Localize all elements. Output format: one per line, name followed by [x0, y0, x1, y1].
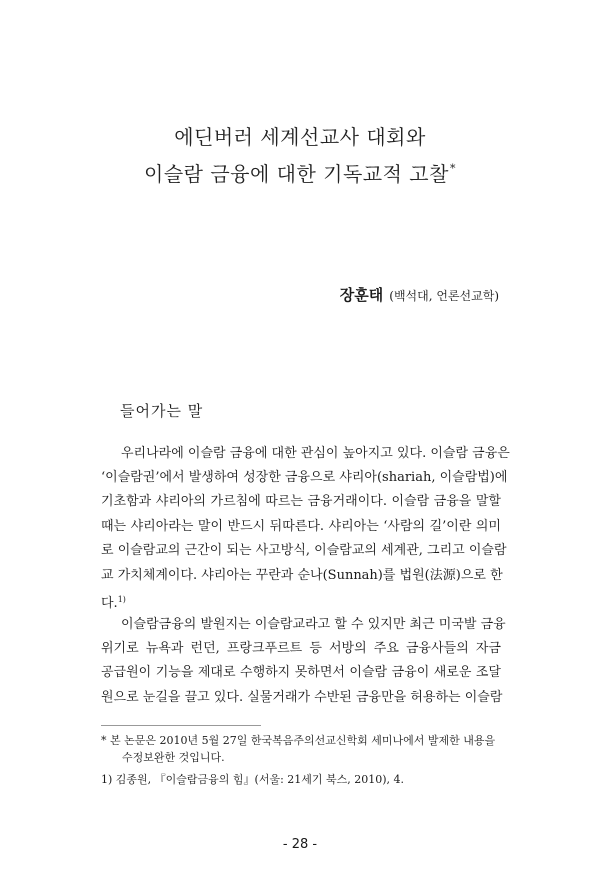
- body-line: 원으로 눈길을 끌고 있다. 실물거래가 수반된 금융만을 허용하는 이슬람: [101, 690, 503, 705]
- author-affiliation: (백석대, 언론선교학): [389, 289, 499, 303]
- title-line-2-text: 이슬람 금융에 대한 기독교적 고찰: [144, 162, 449, 186]
- body-line: [101, 591, 501, 613]
- body-line: 로 이슬람교의 근간이 되는 사고방식, 이슬람교의 세계관, 그리고 이슬람: [101, 543, 507, 558]
- body-line: 때는 샤리아라는 말이 반드시 뒤따른다. 샤리아는 ‘사람의 길’이란 의미: [101, 519, 501, 534]
- title-footnote-marker: *: [449, 162, 456, 175]
- section-heading: 들어가는 말: [120, 402, 204, 420]
- title-line-2: [0, 158, 600, 187]
- body-line: ‘이슬람권’에서 발생하여 성장한 금융으로 샤리아(shariah, 이슬람법)에: [101, 470, 508, 485]
- footnote-ref: 1): [117, 595, 126, 604]
- footnote-star: * 본 논문은 2010년 5월 27일 한국복음주의선교신학회 세미나에서 발제한 내용을: [101, 734, 496, 747]
- author-name: 장훈태: [339, 286, 384, 304]
- footnote-1: 1) 김종원, 『이슬람금융의 힘』(서울: 21세기 북스, 2010), 4.: [101, 773, 405, 786]
- page-number: - 28 -: [282, 837, 318, 852]
- body-line: 우리나라에 이슬람 금융에 대한 관심이 높아지고 있다. 이슬람 금융은: [121, 446, 510, 461]
- body-line: 교 가치체계이다. 샤리아는 꾸란과 순나(Sunnah)를 법원(法源)으로 한: [101, 568, 503, 583]
- body-line: 위기로 뉴욕과 런던, 프랑크푸르트 등 서방의 주요 금융사들의 자금: [101, 641, 501, 656]
- footnote-star-continuation: 수정보완한 것입니다.: [122, 751, 225, 764]
- footnote-divider: [101, 725, 261, 726]
- author-line: [340, 284, 499, 305]
- body-line-text: 다.: [101, 596, 118, 611]
- title-line-1: 에딘버러 세계선교사 대회와: [174, 125, 426, 149]
- body-line: 이슬람금융의 발원지는 이슬람교라고 할 수 있지만 최근 미국발 금융: [121, 617, 506, 632]
- body-line: 공급원이 기능을 제대로 수행하지 못하면서 이슬람 금융이 새로운 조달: [101, 665, 501, 680]
- body-line: 기초함과 샤리아의 가르침에 따르는 금융거래이다. 이슬람 금융을 말할: [101, 494, 501, 509]
